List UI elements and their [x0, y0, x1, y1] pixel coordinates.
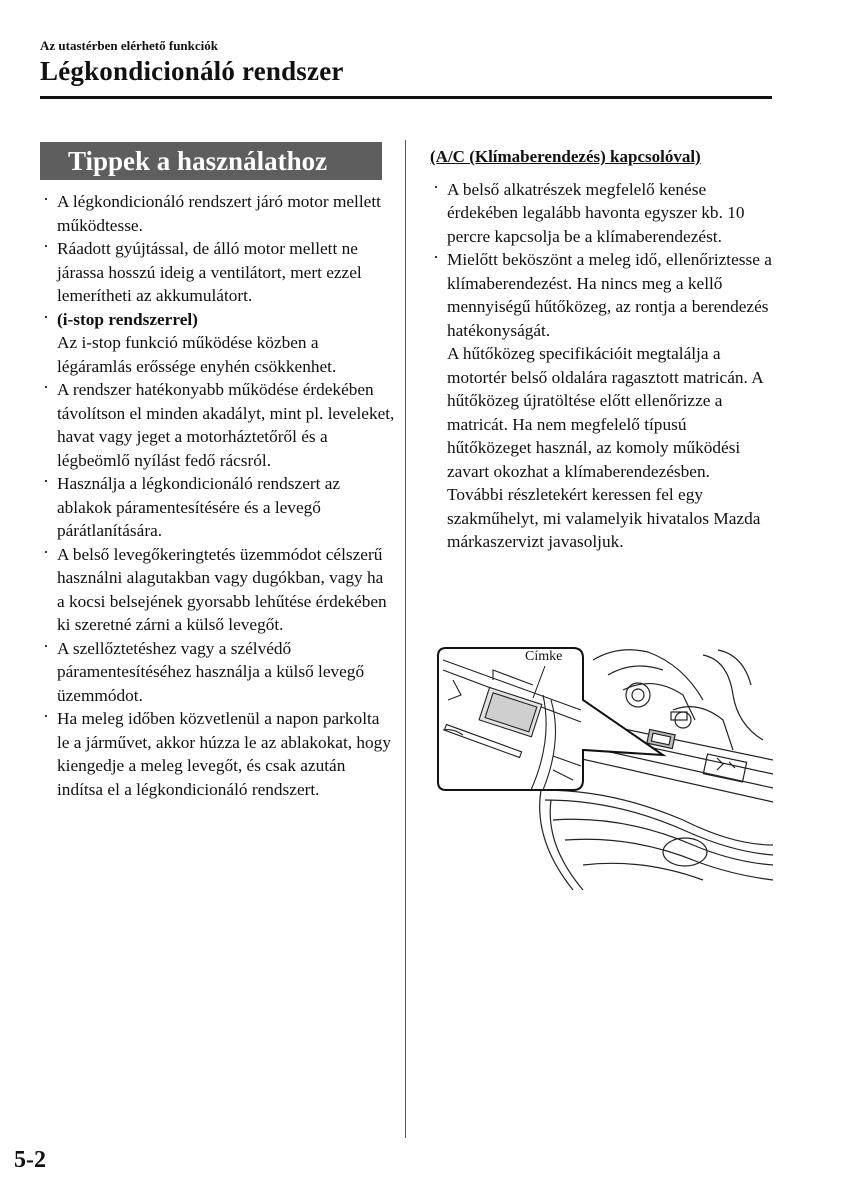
list-item-text: Az i-stop funkció működése közben a légáramlás erőssége enyhén csökkenhet. — [57, 333, 337, 376]
list-item — [40, 472, 395, 543]
list-item-text: Használja a légkondicionáló rendszert az ablakok páramentesítésére és a levegő párátlanítására. — [57, 474, 341, 540]
list-item-text: A szellőztetéshez vagy a szélvédő páramentesítéséhez használja a külső levegő üzemmódot. — [57, 638, 365, 705]
bullet-icon: · — [433, 247, 439, 267]
list-item — [40, 707, 395, 801]
bullet-icon: · — [43, 306, 49, 327]
bullet-icon: · — [43, 635, 49, 656]
list-item-text: A belső alkatrészek megfelelő kenése érdekében legalább havonta egyszer kb. 10 percre kapcsolja be a klímaberendezést. — [447, 179, 745, 246]
list-item-paragraph: További részletekért keressen fel egy szakműhelyt, mi valamelyik hivatalos Mazda márkaszervizt javasoljuk. — [447, 485, 761, 551]
list-item-text: Ráadott gyújtással, de álló motor mellett ne járassa hosszú ideig a ventilátort, mert ezzel lemerítheti az akkumulátort. — [57, 239, 362, 305]
list-item-text: A rendszer hatékonyabb működése érdekében távolítson el minden akadályt, mint pl. leveleket, havat vagy jeget a motorháztetőről és a légbeömlő nyílást fedő rácsról. — [57, 380, 395, 470]
list-item-text: A belső levegőkeringtetés üzemmódot célszerű használni alagutakban vagy dugókban, vagy ha a kocsi belsejének gyorsabb lehűtése érdekében ki szeretné zárni a külső levegőt. — [57, 544, 387, 634]
bullet-icon: · — [43, 541, 49, 562]
list-item — [430, 248, 772, 554]
list-item-text: A légkondicionáló rendszert járó motor mellett működtesse. — [57, 192, 381, 235]
figure-label: Címke — [525, 649, 563, 664]
title-rule — [40, 96, 772, 99]
page-title: Légkondicionáló rendszer — [40, 56, 344, 86]
list-item — [40, 543, 395, 637]
list-item — [40, 237, 395, 308]
ac-heading: (A/C (Klímaberendezés) kapcsolóval) — [430, 147, 701, 166]
left-column — [40, 190, 395, 801]
bullet-icon: · — [43, 189, 49, 209]
list-item-heading: (i-stop rendszerrel) — [57, 309, 198, 329]
list-item — [430, 178, 772, 249]
bullet-icon: · — [43, 706, 49, 726]
bullet-icon: · — [433, 176, 439, 197]
page-number: 5-2 — [14, 1147, 46, 1173]
list-item-text: Ha meleg időben közvetlenül a napon parkolta le a járművet, akkor húzza le az ablakokat, hogy kiengedje a meleg levegőt, és csak azután indítsa el a légkondicionáló rendszert. — [57, 709, 391, 799]
bullet-icon: · — [43, 377, 49, 397]
section-label: Az utastérben elérhető funkciók — [40, 38, 219, 53]
list-item-paragraph: A hűtőközeg specifikációit megtalálja a motortér belső oldalára ragasztott matricán. A hűtőközeg újratöltése előtt ellenőrizze a matricát. Ha nem megfelelő típusú hűtőközeget használ, az komoly működési zavart okozhat a klímaberendezésben. — [447, 344, 763, 481]
list-item-text: Mielőtt beköszönt a meleg idő, ellenőriztesse a klímaberendezést. Ha nincs meg a kellő mennyiségű hűtőközeg, az rontja a berendezés hatékonyságát. — [447, 250, 772, 340]
tips-heading-box: Tippek a használathoz — [40, 142, 382, 180]
list-item — [40, 637, 395, 708]
list-item — [40, 378, 395, 472]
column-divider — [405, 140, 406, 1138]
right-column — [430, 145, 772, 554]
list-item — [40, 190, 395, 237]
list-item — [40, 308, 395, 379]
bullet-icon: · — [43, 236, 49, 256]
bullet-icon: · — [43, 471, 49, 491]
engine-bay-illustration — [433, 640, 773, 890]
